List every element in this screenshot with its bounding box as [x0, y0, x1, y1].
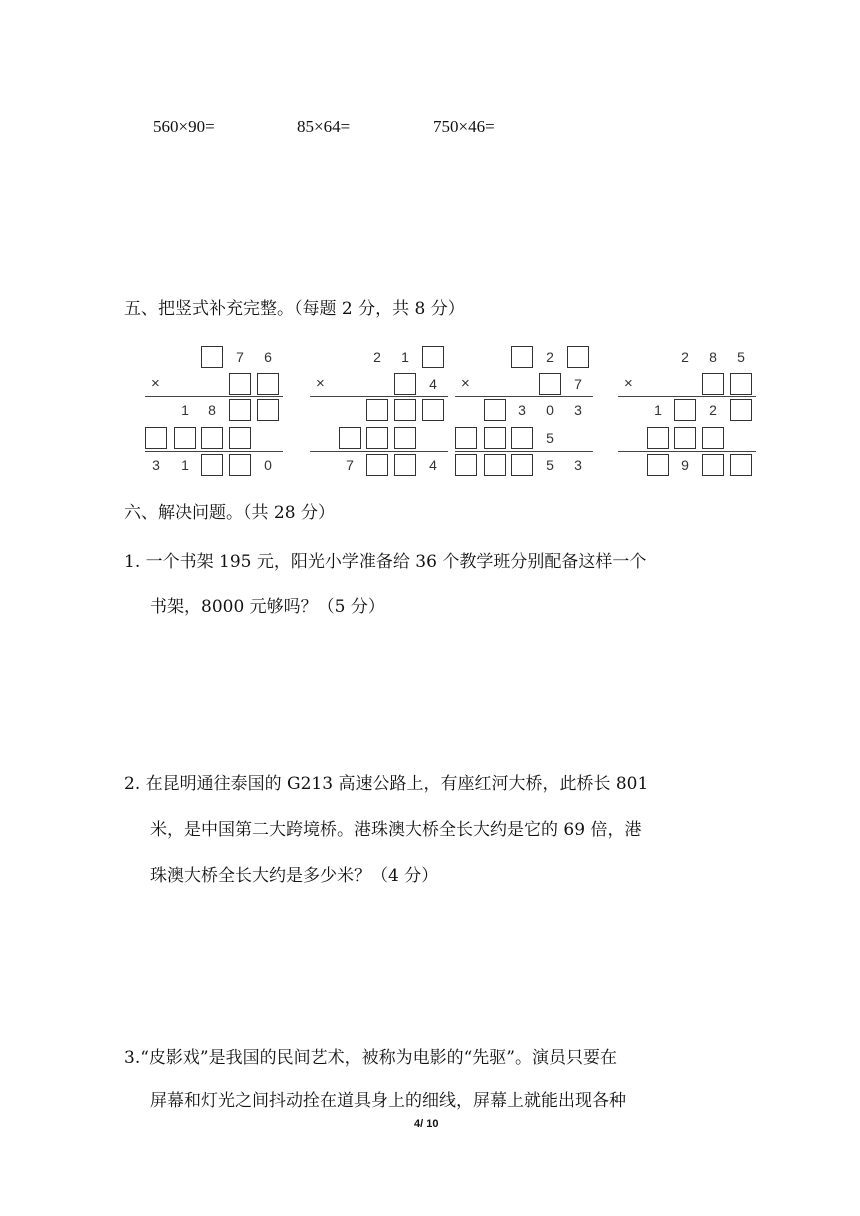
vertical-problem-1 [145, 343, 285, 479]
vertical-row [145, 345, 285, 369]
calc-2: 85×64= [297, 117, 351, 136]
blank-box[interactable] [674, 427, 696, 449]
vertical-row [310, 398, 450, 422]
digit: 1 [401, 349, 409, 365]
rule-line [618, 451, 756, 452]
question-3-line-2: 屏幕和灯光之间抖动拴在道具身上的细线，屏幕上就能出现各种 [150, 1091, 626, 1111]
vertical-row [618, 345, 758, 369]
rule-line [145, 451, 283, 452]
blank-box[interactable] [484, 427, 506, 449]
rule-line [310, 396, 448, 397]
vertical-row [618, 372, 758, 396]
digit: 2 [546, 349, 554, 365]
vertical-row [455, 345, 595, 369]
blank-box[interactable] [366, 427, 388, 449]
question-1-line-1: 1. 一个书架 195 元，阳光小学准备给 36 个教学班分别配备这样一个 [124, 552, 647, 572]
blank-box[interactable] [702, 427, 724, 449]
blank-box[interactable] [229, 427, 251, 449]
blank-box[interactable] [484, 454, 506, 476]
digit: 3 [574, 457, 582, 473]
blank-box[interactable] [674, 399, 696, 421]
blank-box[interactable] [201, 346, 223, 368]
digit: 1 [654, 402, 662, 418]
rule-line [310, 451, 448, 452]
blank-box[interactable] [394, 427, 416, 449]
blank-box[interactable] [229, 399, 251, 421]
blank-box[interactable] [366, 399, 388, 421]
page-number: 4/ 10 [414, 1118, 439, 1130]
blank-box[interactable] [647, 454, 669, 476]
vertical-row [145, 426, 285, 450]
digit: 8 [709, 349, 717, 365]
digit: 3 [574, 402, 582, 418]
digit: 9 [681, 457, 689, 473]
blank-box[interactable] [257, 399, 279, 421]
vertical-row [310, 372, 450, 396]
vertical-row [618, 426, 758, 450]
calc-3: 750×46= [433, 117, 495, 136]
times-sign: × [461, 375, 470, 392]
digit: 0 [546, 402, 554, 418]
digit: 7 [346, 457, 354, 473]
question-1-line-2: 书架，8000 元够吗？（5 分） [150, 597, 385, 617]
blank-box[interactable] [257, 373, 279, 395]
digit: 5 [546, 457, 554, 473]
blank-box[interactable] [702, 454, 724, 476]
vertical-row [455, 426, 595, 450]
vertical-row [310, 426, 450, 450]
digit: 7 [236, 349, 244, 365]
vertical-row [455, 372, 595, 396]
blank-box[interactable] [339, 427, 361, 449]
blank-box[interactable] [201, 454, 223, 476]
blank-box[interactable] [201, 427, 223, 449]
section-6-title: 六、解决问题。（共 28 分） [124, 503, 335, 523]
blank-box[interactable] [394, 373, 416, 395]
digit: 7 [574, 376, 582, 392]
blank-box[interactable] [484, 399, 506, 421]
vertical-row [455, 453, 595, 477]
blank-box[interactable] [702, 373, 724, 395]
times-sign: × [316, 375, 325, 392]
digit: 4 [429, 376, 437, 392]
blank-box[interactable] [422, 399, 444, 421]
rule-line [455, 451, 593, 452]
digit: 0 [264, 457, 272, 473]
question-3-line-1: 3.“皮影戏”是我国的民间艺术，被称为电影的“先驱”。演员只要在 [124, 1048, 617, 1068]
vertical-problem-3 [455, 343, 595, 479]
question-2-line-3: 珠澳大桥全长大约是多少米？（4 分） [150, 866, 439, 886]
rule-line [145, 396, 283, 397]
vertical-row [455, 398, 595, 422]
digit: 1 [181, 457, 189, 473]
blank-box[interactable] [511, 454, 533, 476]
vertical-row [310, 453, 450, 477]
blank-box[interactable] [455, 427, 477, 449]
blank-box[interactable] [567, 346, 589, 368]
vertical-row [145, 372, 285, 396]
blank-box[interactable] [455, 454, 477, 476]
vertical-row [145, 453, 285, 477]
blank-box[interactable] [730, 454, 752, 476]
digit: 4 [429, 457, 437, 473]
digit: 3 [152, 457, 160, 473]
digit: 6 [264, 349, 272, 365]
blank-box[interactable] [539, 373, 561, 395]
digit: 5 [546, 430, 554, 446]
blank-box[interactable] [730, 399, 752, 421]
question-2-line-1: 2. 在昆明通往泰国的 G213 高速公路上，有座红河大桥，此桥长 801 [124, 774, 649, 794]
section-5-title: 五、把竖式补充完整。（每题 2 分，共 8 分） [124, 299, 465, 319]
digit: 3 [518, 402, 526, 418]
blank-box[interactable] [229, 454, 251, 476]
question-2-line-2: 米，是中国第二大跨境桥。港珠澳大桥全长大约是它的 69 倍，港 [150, 820, 642, 840]
blank-box[interactable] [511, 427, 533, 449]
digit: 1 [181, 402, 189, 418]
rule-line [455, 396, 593, 397]
digit: 2 [373, 349, 381, 365]
blank-box[interactable] [394, 454, 416, 476]
rule-line [618, 396, 756, 397]
digit: 8 [208, 402, 216, 418]
digit: 5 [737, 349, 745, 365]
blank-box[interactable] [394, 399, 416, 421]
blank-box[interactable] [422, 346, 444, 368]
vertical-row [618, 453, 758, 477]
times-sign: × [624, 375, 633, 392]
vertical-row [618, 398, 758, 422]
vertical-problem-2 [310, 343, 450, 479]
vertical-problem-4 [618, 343, 758, 479]
vertical-row [145, 398, 285, 422]
blank-box[interactable] [145, 427, 167, 449]
digit: 2 [681, 349, 689, 365]
blank-box[interactable] [174, 427, 196, 449]
calc-1: 560×90= [153, 117, 215, 136]
blank-box[interactable] [647, 427, 669, 449]
blank-box[interactable] [366, 454, 388, 476]
blank-box[interactable] [229, 373, 251, 395]
blank-box[interactable] [730, 373, 752, 395]
vertical-row [310, 345, 450, 369]
times-sign: × [151, 375, 160, 392]
blank-box[interactable] [511, 346, 533, 368]
digit: 2 [709, 402, 717, 418]
